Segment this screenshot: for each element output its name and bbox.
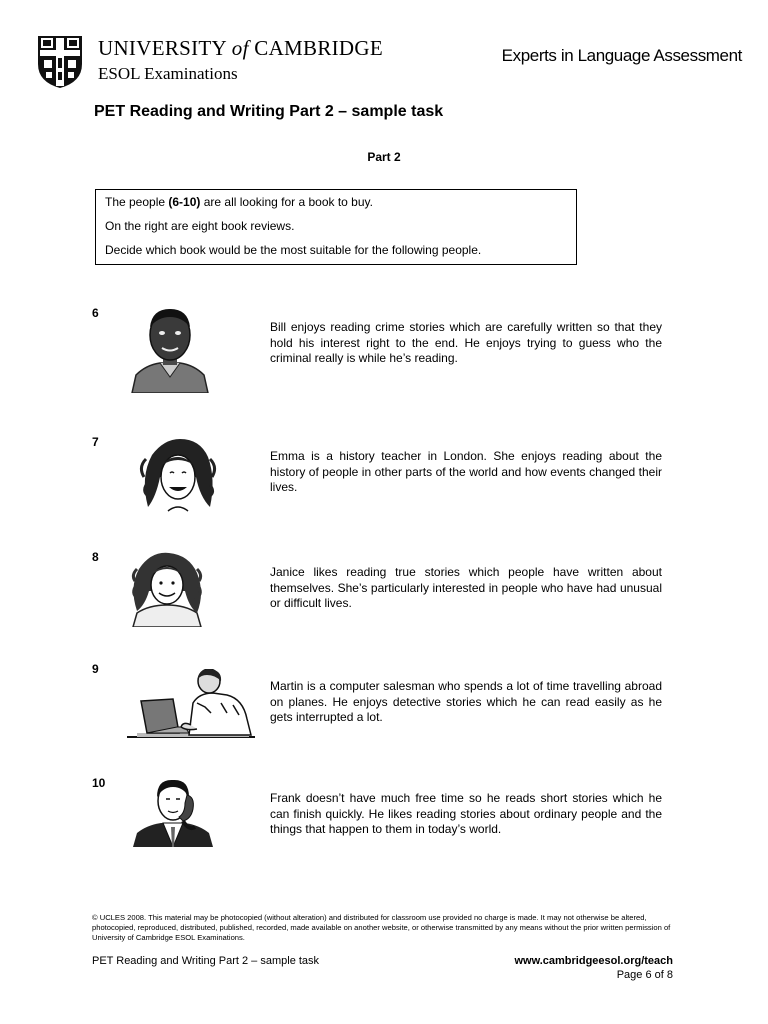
question-text: Martin is a computer salesman who spends a lot of time travelling abroad on planes. He enjoys detective stories which he can read easily as he gets interrupted a lot. bbox=[270, 679, 662, 724]
man-with-laptop-illustration bbox=[127, 669, 255, 741]
instruction-line-3: Decide which book would be the most suitable for the following people. bbox=[105, 243, 482, 257]
question-text: Janice likes reading true stories which people have written about themselves. She’s particularly interested in people who have had unusual or difficult lives. bbox=[270, 565, 662, 610]
cambridge-crest-logo bbox=[36, 34, 84, 90]
instruction-line-1: The people (6-10) are all looking for a book to buy. bbox=[105, 195, 373, 209]
tagline: Experts in Language Assessment bbox=[501, 46, 742, 65]
instructions-box bbox=[95, 189, 577, 265]
question-text: Frank doesn’t have much free time so he reads short stories which he can finish quickly. He likes reading stories about ordinary people and the things that happen to them in today’s world. bbox=[270, 791, 662, 836]
man-portrait-illustration bbox=[130, 303, 210, 393]
page-header bbox=[36, 34, 746, 94]
copyright-notice: © UCLES 2008. This material may be photocopied (without alteration) and distributed for classroom use provided no charge is made. It may not otherwise be altered, photocopied, reproduced, distributed, published, recorded, made available on another website, or otherwise transmitted by any means without the prior written permission of University of Cambridge ESOL Examinations. bbox=[92, 913, 671, 942]
question-number: 8 bbox=[92, 550, 99, 564]
man-on-phone-illustration bbox=[133, 779, 213, 847]
question-number: 7 bbox=[92, 435, 99, 449]
woman-portrait-illustration bbox=[138, 437, 218, 513]
part-heading: Part 2 bbox=[367, 150, 401, 164]
question-number: 6 bbox=[92, 306, 99, 320]
girl-portrait-illustration bbox=[129, 551, 205, 627]
question-number: 10 bbox=[92, 776, 106, 790]
document-title: PET Reading and Writing Part 2 – sample task bbox=[94, 103, 444, 120]
footer-website-link[interactable]: www.cambridgeesol.org/teach bbox=[514, 955, 673, 967]
esol-subtitle: ESOL Examinations bbox=[98, 64, 238, 83]
page-number: Page 6 of 8 bbox=[616, 969, 673, 981]
university-name: UNIVERSITY of CAMBRIDGE bbox=[98, 36, 383, 60]
question-number: 9 bbox=[92, 662, 99, 676]
question-text: Emma is a history teacher in London. She enjoys reading about the history of people in other parts of the world and how events changed their lives. bbox=[270, 449, 662, 494]
footer-document-title: PET Reading and Writing Part 2 – sample task bbox=[92, 955, 320, 967]
question-text: Bill enjoys reading crime stories which are carefully written so that they hold his interest right to the end. He enjoys trying to guess who the criminal really is while he’s reading. bbox=[270, 320, 662, 365]
instruction-line-2: On the right are eight book reviews. bbox=[105, 219, 295, 233]
